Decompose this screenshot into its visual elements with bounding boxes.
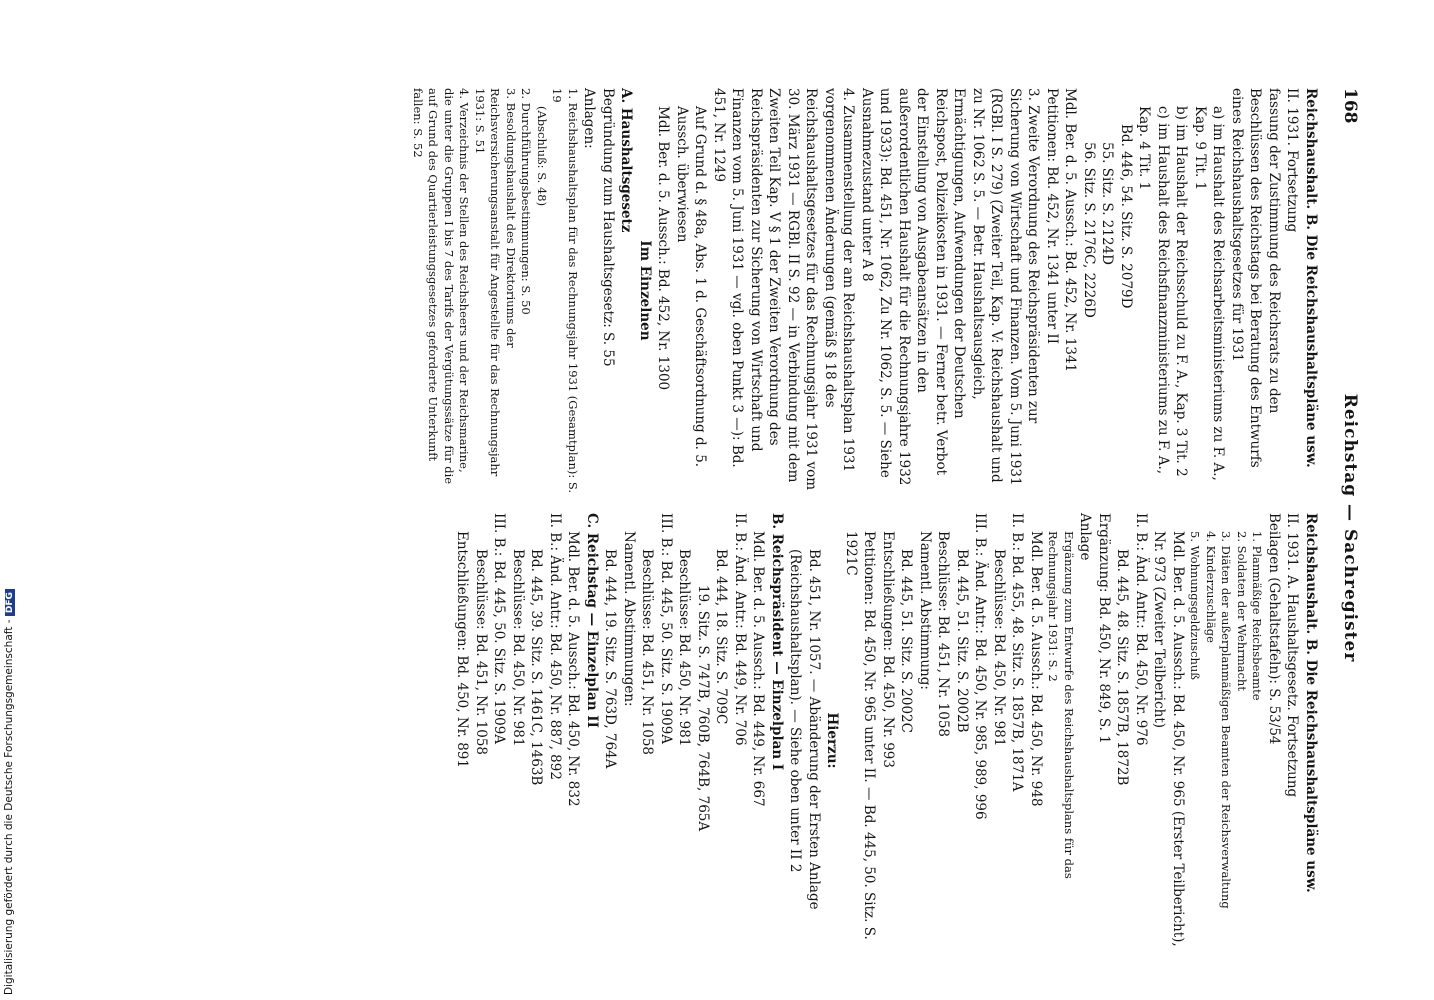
index-entry: 4. Kinderzuschläge	[1204, 531, 1218, 643]
index-entry: C. Reichstag — Einzelplan II	[584, 513, 600, 728]
index-entry: Bd. 451, Nr. 1057. — Abänderung der Ersten Anlage (Reichshaushaltsplan). — Siehe oben unter II 2	[787, 549, 822, 910]
index-entry: 3. Besoldungshaushalt des Direktoriums der Reichsversicherungsanstalt für Angestellte für das Rechnungsjahr 1931: S. 51	[473, 88, 518, 477]
page-header	[1330, 88, 1360, 968]
index-entry: 2. Soldaten der Wehrmacht	[1235, 531, 1249, 691]
left-column	[410, 88, 1321, 493]
index-entry: 2. Durchführungsbestimmungen: S. 50	[519, 88, 534, 315]
index-entry: Mdl. Ber. d. 5. Aussch.: Bd. 450, Nr. 965 (Erster Teilbericht), Nr. 973 (Zweiter Teilbericht)	[1151, 531, 1186, 947]
index-entry: III. B.: Bd. 445, 50. Sitz. S. 1909A	[658, 513, 674, 745]
index-entry: Mdl. Ber. d. 5. Aussch.: Bd. 452, Nr. 1300	[655, 106, 672, 391]
index-entry: Bd. 445, 48. Sitz. S. 1857B, 1872B	[1114, 549, 1131, 786]
index-entry: c) im Haushalt des Reichsfinanzministeriums zu F. A., Kap. 4 Tit. 1	[1136, 106, 1171, 475]
index-entry: Bd. 445, 51. Sitz. S. 2002B	[954, 549, 970, 733]
page-number: 168	[1340, 88, 1360, 124]
index-entry: Anlagen:	[581, 88, 598, 149]
digitization-credit	[3, 5, 19, 995]
index-entry: II. 1931. Fortsetzung	[1284, 88, 1301, 233]
index-entry: Entschließungen: Bd. 450, Nr. 891	[454, 531, 471, 768]
index-entry: Bd. 444, 18. Sitz. S. 709C	[713, 549, 730, 725]
index-entry: Bd. 445, 51. Sitz. S. 2002C	[898, 549, 915, 733]
index-entry: II. 1931. A. Haushaltsgesetz. Fortsetzung	[1284, 513, 1301, 798]
index-entry: (Abschluß: S. 48)	[535, 106, 549, 207]
index-entry: III. B.: Bd. 445, 50. Sitz. S. 1909A	[491, 513, 508, 745]
index-entry: Ergänzung zum Entwurfe des Reichshaushaltsplans für das Rechnungsjahr 1931: S. 2	[1046, 531, 1076, 879]
index-entry: Begründung zum Haushaltsgesetz: S. 55	[600, 88, 616, 367]
index-entry: II. B.: Änd. Antr.: Bd. 450, Nr. 976	[1133, 513, 1149, 746]
index-entry: Bd. 446, 54. Sitz. S. 2079D	[1118, 124, 1134, 309]
index-entry: Beschlüsse: Bd. 451, Nr. 1058	[935, 531, 952, 738]
running-title: Reichstag — Sachregister	[1340, 393, 1360, 663]
index-entry: A. Haushaltsgesetz	[618, 88, 635, 233]
index-entry: Hierzu:	[824, 712, 841, 769]
index-entry: 5. Wohnungsgeldzuschuß	[1188, 531, 1203, 680]
index-entry: II. B.: Änd. Antr.: Bd. 450, Nr. 887, 892	[547, 513, 563, 780]
index-entry: II. B.: Bd. 455, 48. Sitz. S. 1857B, 1871A	[1009, 513, 1026, 792]
index-entry: Reichshaushalt. B. Die Reichshaushaltspläne usw.	[1303, 88, 1319, 468]
index-entry: 4. Verzeichnis der Stellen des Reichsheers und der Reichsmarine, die unter die Gruppen I bis 7 des Tarifs der Vergütungssätze für die auf Grund des Quartierleistungsgesetzes geforderte Unterkunft fallen: S. 52	[411, 88, 472, 485]
index-entry: 3. Zweite Verordnung des Reichspräsidenten zur Sicherung von Wirtschaft und Finanzen. Vom 5. Juni 1931 (RGBl. I S. 279) (Zweiter Teil, Kap. V: Reichshaushalt und zu Nr. 1062 S. 5. — Betr. Haushaltsausgleich, Ermächtigungen, Aufwendungen der Deutschen Reichspost, Polizeikosten in 1931. — Ferner betr. Verbot der Einstellung von Ausgabeansätzen in den außerordentlichen Haushalt für die Rechnungsjahre 1932 und 1933): Bd. 451, Nr. 1062, Zu Nr. 1062, S. 5. — Siehe Ausnahmezustand unter A 8	[859, 88, 1042, 486]
index-entry: Anlage	[1077, 513, 1094, 561]
index-entry: 19. Sitz. S. 747B, 760B, 764B, 765A	[695, 585, 711, 832]
index-entry: Mdl. Ber. d. 5. Aussch.: Bd. 450, Nr. 948	[1028, 531, 1044, 807]
index-entry: Bd. 444, 19. Sitz. S. 763D, 764A	[602, 549, 619, 769]
index-entry: 1. Planmäßige Reichsbeamte	[1250, 531, 1265, 701]
index-entry: Im Einzelnen	[637, 240, 653, 341]
index-entry: B. Reichspräsident — Einzelplan I	[769, 513, 785, 771]
index-entry: Beschlüsse: Bd. 451, Nr. 1058	[473, 549, 489, 756]
index-entry: b) im Haushalt der Reichsschuld zu F. A., Kap. 3 Tit. 2	[1173, 106, 1190, 477]
index-entry: Beschlüsse: Bd. 450, Nr. 981	[676, 549, 693, 747]
index-entry: fassung der Zustimmung des Reichsrats zu den Beschlüssen des Reichstags bei Beratung des Entwurfs eines Reichshaushaltsgesetzes für 1931	[1229, 88, 1282, 468]
index-entry: Namentl. Abstimmung:	[917, 531, 933, 690]
index-entry: Mdl. Ber. d. 5. Aussch.: Bd. 452, Nr. 1341	[1062, 88, 1079, 373]
index-entry: Bd. 445, 39. Sitz. S. 1461C, 1463B	[528, 549, 545, 786]
index-entry: Beschlüsse: Bd. 450, Nr. 981	[991, 549, 1007, 747]
index-entry: Beschlüsse: Bd. 451, Nr. 1058	[639, 549, 656, 756]
index-entry: III. B.: Änd. Antr.: Bd. 450, Nr. 985, 989, 996	[972, 513, 989, 820]
index-entry: a) im Haushalt des Reichsarbeitsministeriums zu F. A., Kap. 9 Tit. 1	[1192, 106, 1227, 481]
dfg-logo: DFG	[5, 589, 15, 616]
index-entry: Mdl. Ber. d. 5. Aussch.: Bd. 450, Nr. 832	[565, 531, 582, 807]
document-page	[130, 88, 1360, 968]
right-column	[453, 513, 1320, 968]
index-entry: II. B.: Änd. Antr.: Bd. 449, Nr. 706	[732, 513, 748, 746]
index-entry: Reichshaushalt. B. Die Reichshaushaltspläne usw.	[1303, 513, 1319, 893]
index-entry: Beschlüsse: Bd. 450, Nr. 981	[510, 549, 526, 747]
index-entry: Petitionen: Bd. 452, Nr. 1341 unter II	[1044, 88, 1060, 345]
index-entry: 56. Sitz. S. 2176C, 2226D	[1081, 142, 1097, 318]
index-entry: Entschließungen: Bd. 450, Nr. 993	[880, 531, 896, 768]
index-entry: Ergänzung: Bd. 450, Nr. 849, S. 1	[1096, 513, 1112, 744]
credit-text: Digitalisierung gefördert durch die Deutsche Forschungsgemeinschaft -	[3, 619, 15, 995]
index-entry: Namentl. Abstimmungen:	[621, 531, 637, 707]
index-entry: Petitionen: Bd. 450, Nr. 965 unter II. — Bd. 445, 50. Sitz. S. 1921C	[843, 531, 878, 940]
index-entry: Mdl. Ber. d. 5. Aussch.: Bd. 449, Nr. 667	[750, 531, 767, 807]
index-entry: 3. Diäten der außerplanmäßigen Beamten der Reichsverwaltung	[1219, 531, 1234, 909]
index-entry: Beilagen (Gehaltstafeln): S. 53/54	[1266, 513, 1282, 745]
index-entry: 55. Sitz. S. 2124D	[1099, 142, 1116, 265]
index-entry: 4. Zusammenstellung der am Reichshaushaltsplan 1931 vorgenommenen Änderungen (gemäß § 18 des Reichshaushaltsgesetzes für das Rechnungsjahr 1931 vom 30. März 1931 — RGBl. II S. 92 — in Verbindung mit dem Zweiten Teil Kap. V § 1 der Zweiten Verordnung des Reichspräsidenten zur Sicherung von Wirtschaft und Finanzen vom 5. Juni 1931 — vgl. oben Punkt 3 —): Bd. 451, Nr. 1249	[711, 88, 857, 491]
index-entry: 1. Reichshaushaltsplan für das Rechnungsjahr 1931 (Gesamtplan): S. 19	[550, 88, 580, 494]
index-entry: Auf Grund d. § 48a, Abs. 1 d. Geschäftsordnung d. 5. Aussch. überwiesen	[674, 106, 709, 468]
